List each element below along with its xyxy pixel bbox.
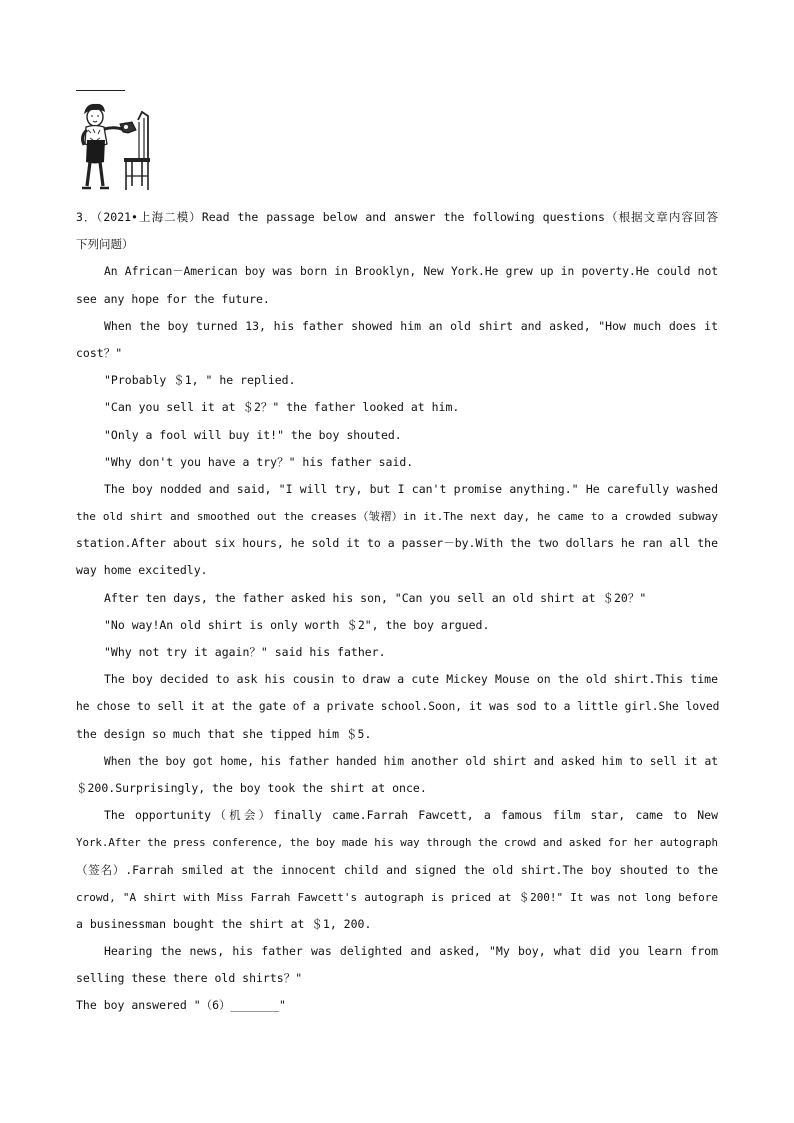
passage-line: see any hope for the future. — [76, 291, 270, 306]
passage-line: York.After the press conference, the boy made his way through the crowd and asked for her autograph — [76, 836, 718, 850]
illustration-man-with-shirt-and-chair-icon — [76, 100, 156, 192]
answer-line: The boy answered "（6）_______" — [76, 998, 286, 1013]
passage-line: The boy decided to ask his cousin to draw a cute Mickey Mouse on the old shirt.This time — [104, 672, 718, 687]
passage-line: a businessman bought the shirt at ＄1, 200. — [76, 916, 372, 931]
passage-line: station.After about six hours, he sold it to a passer－by.With the two dollars he ran all the — [76, 536, 718, 551]
passage-line: ＄200.Surprisingly, the boy took the shirt at once. — [76, 780, 427, 795]
question-header-line-2: 下列问题） — [76, 237, 134, 252]
passage-line: After ten days, the father asked his son, "Can you sell an old shirt at ＄20？" — [104, 590, 647, 605]
question-header-line-1: 3．（2021•上海二模）Read the passage below and answer the following questions（根据文章内容回答 — [76, 210, 718, 224]
passage-line: When the boy turned 13, his father showed him an old shirt and asked, "How much does it — [104, 318, 718, 333]
passage-line: "Only a fool will buy it!" the boy shouted. — [104, 427, 402, 442]
passage-line: "No way!An old shirt is only worth ＄2", the boy argued. — [104, 617, 490, 632]
passage-line: When the boy got home, his father handed him another old shirt and asked him to sell it at — [104, 754, 718, 768]
passage-line: The boy nodded and said, "I will try, but I can't promise anything." He carefully washed — [104, 481, 718, 496]
passage-line: （签名）.Farrah smiled at the innocent child and signed the old shirt.The boy shouted to the — [76, 862, 718, 877]
passage-line: "Why not try it again？" said his father. — [104, 645, 386, 659]
passage-line: way home excitedly. — [76, 563, 208, 578]
passage-line: the design so much that she tipped him ＄5. — [76, 726, 372, 741]
passage-line: Hearing the news, his father was delighted and asked, "My boy, what did you learn from — [104, 944, 718, 959]
passage-line: "Can you sell it at ＄2？" the father looked at him. — [104, 400, 460, 415]
passage-line: An African－American boy was born in Brooklyn, New York.He grew up in poverty.He could not — [104, 265, 718, 279]
answer-blank-line — [76, 90, 125, 91]
passage-line: crowd, "A shirt with Miss Farrah Fawcett's autograph is priced at ＄200!" It was not long before — [76, 890, 718, 904]
passage-line: he chose to sell it at the gate of a private school.Soon, it was sod to a little girl.She loved — [76, 700, 720, 714]
question-text — [76, 204, 718, 1020]
passage-line: "Probably ＄1, " he replied. — [104, 373, 296, 388]
passage-line: cost？" — [76, 345, 123, 360]
passage-line: selling these there old shirts？" — [76, 971, 303, 986]
passage-line: the old shirt and smoothed out the creases（皱褶）in it.The next day, he came to a crowded subway — [76, 510, 718, 524]
passage-line: The opportunity（机会）finally came.Farrah Fawcett, a famous film star, came to New — [104, 808, 718, 823]
passage-line: "Why don't you have a try？" his father said. — [104, 454, 414, 469]
